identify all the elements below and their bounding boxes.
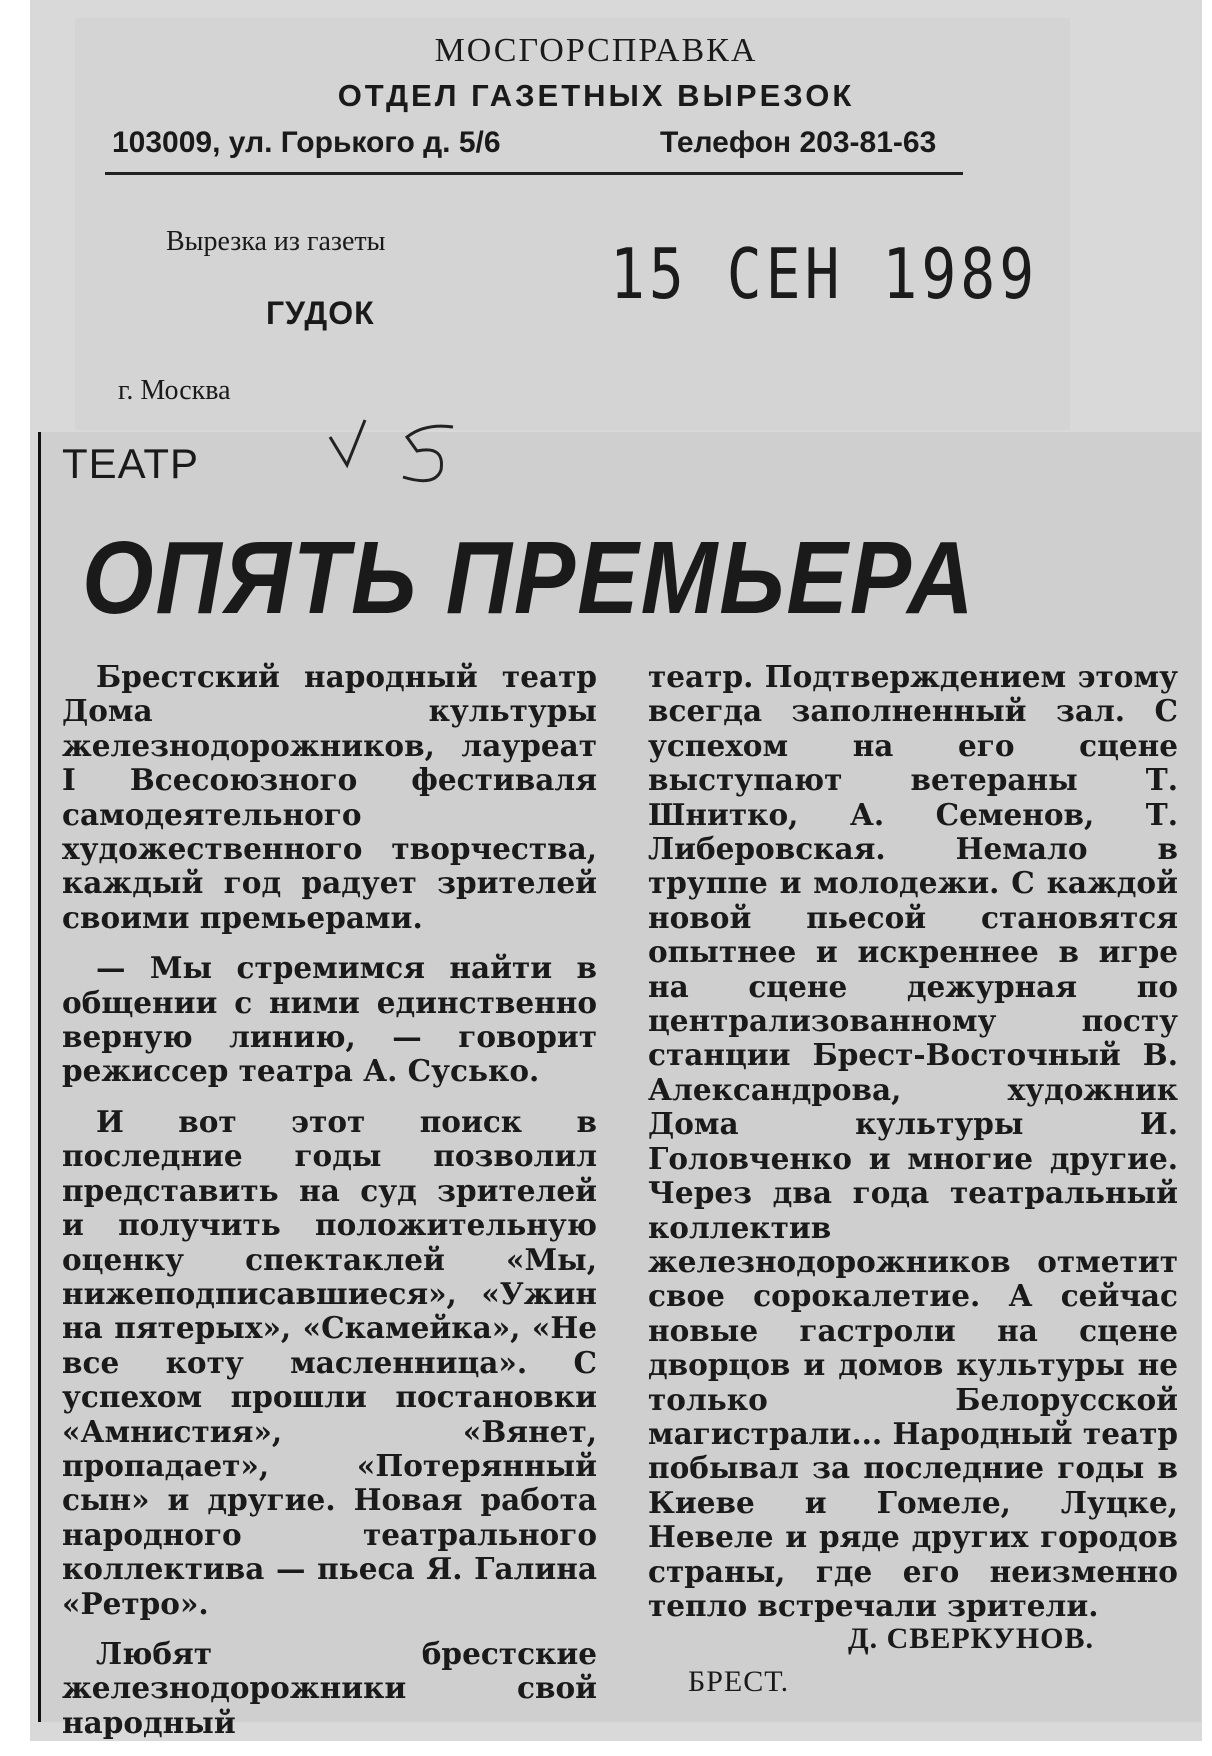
source-city: г. Москва: [118, 375, 231, 406]
article-right-column: [648, 660, 1178, 1639]
article-headline: ОПЯТЬ ПРЕМЬЕРА: [82, 521, 976, 636]
handwritten-check-mark-icon: [325, 415, 525, 495]
article-left-column: [62, 660, 597, 1756]
paragraph: Брестский народный театр Дома культуры железнодорожников, лауреат I Всесоюзного фестиваля самодеятельного художественного творчества, каждый год радует зрителей своими премьерами.: [62, 659, 597, 935]
paragraph: И вот этот поиск в последние годы позволил представить на суд зрителей и получить положительную оценку спектаклей «Мы, нижеподписавшиеся», «Ужин на пятерых», «Скамейка», «Не все коту масленница». С успехом прошли постановки «Амнистия», «Вянет, пропадает», «Потерянный сын» и другие. Новая работа народного театрального коллектива — пьеса Я. Галина «Ретро».: [62, 1103, 597, 1621]
date-stamp: 15 СЕН 1989: [610, 233, 1039, 315]
paragraph: Любят брестские железнодорожники свой народный: [62, 1635, 597, 1740]
agency-phone: Телефон 203-81-63: [660, 126, 937, 159]
article-place: БРЕСТ.: [688, 1665, 790, 1698]
header-divider: [105, 172, 963, 175]
paragraph: — Мы стремимся найти в общении с ними единственно верную линию, — говорит режиссер театра А. Сусько.: [62, 950, 597, 1089]
article-rubric: ТЕАТР: [62, 440, 200, 487]
agency-address: 103009, ул. Горького д. 5/6: [112, 126, 501, 159]
agency-name: МОСГОРСПРАВКА: [434, 32, 758, 69]
agency-department: ОТДЕЛ ГАЗЕТНЫХ ВЫРЕЗОК: [337, 78, 855, 113]
paragraph: театр. Подтверждением этому всегда заполненный зал. С успехом на его сцене выступают ветераны Т. Шнитко, А. Семенов, Т. Либеровская. Немало в труппе и молодежи. С каждой новой пьесой становятся опытнее и искреннее в игре на сцене дежурная по централизованному посту станции Брест-Восточный В. Александрова, художник Дома культуры И. Головченко и многие другие. Через два года театральный коллектив железнодорожников отметит свое сорокалетие. А сейчас новые гастроли на сцене дворцов и домов культуры не только Белорусской магистрали... Народный театр побывал за последние годы в Киеве и Гомеле, Луцке, Невеле и ряде других городов страны, где его неизменно тепло встречали зрители.: [648, 659, 1178, 1623]
source-label: Вырезка из газеты: [166, 226, 386, 257]
newspaper-name: ГУДОК: [266, 295, 375, 331]
article-author: Д. СВЕРКУНОВ.: [848, 1622, 1094, 1655]
